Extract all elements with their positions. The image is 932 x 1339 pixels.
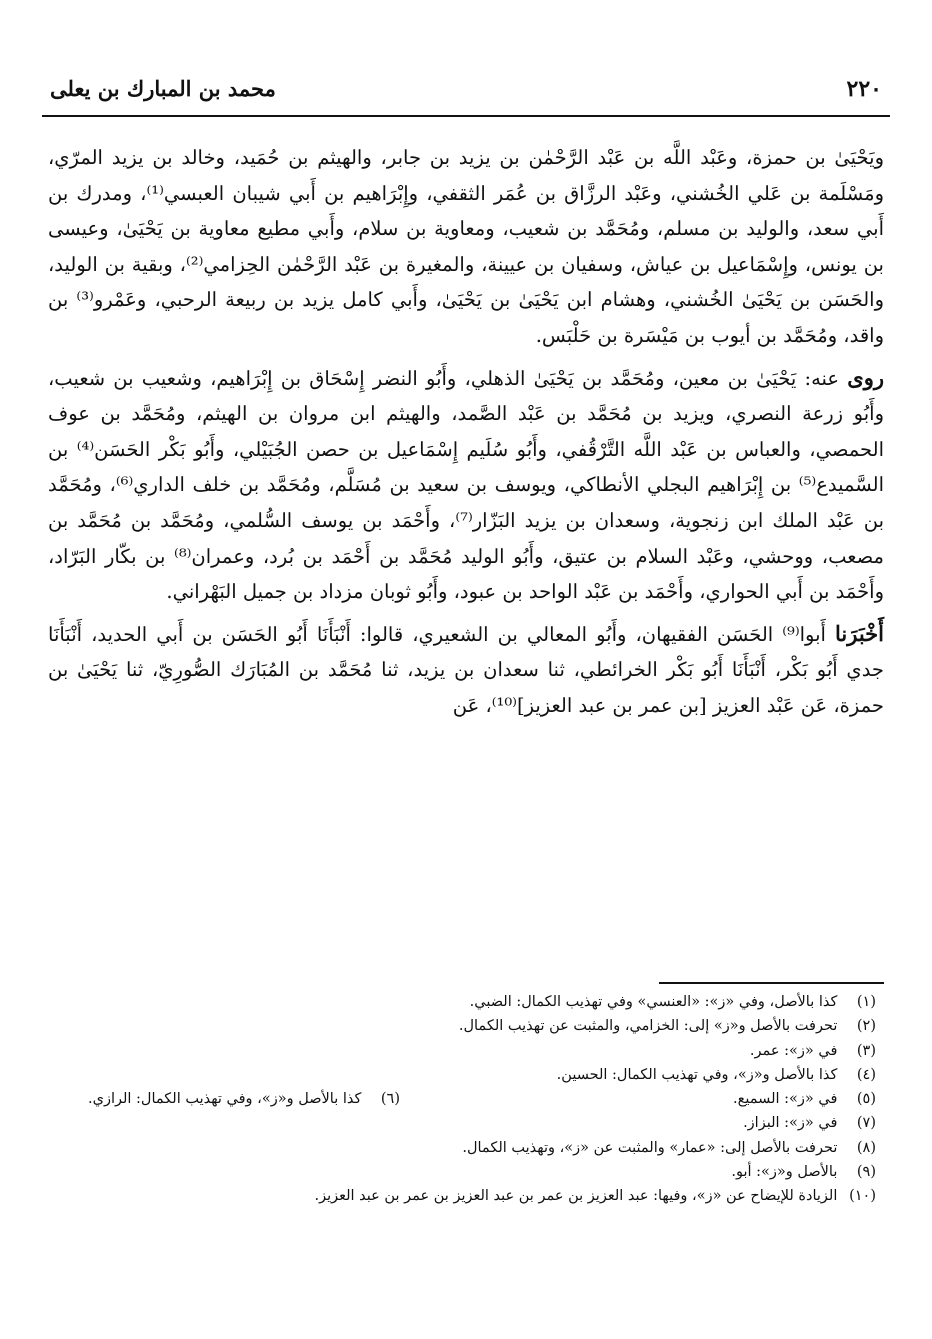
footnote-side [88,1087,400,1111]
footnote-text: الزيادة للإيضاح عن «ز»، وفيها: عبد العزيز بن عمر بن عبد العزيز بن عمر بن عبد العزيز. [314,1188,838,1205]
page-number: ٢٢٠ [846,76,882,102]
footnote-text: في «ز»: السميع. [733,1091,838,1108]
header-rule [42,115,890,117]
footnote [48,1136,876,1160]
footnotes [48,990,876,1209]
footnote [48,1063,876,1087]
paragraph-narrators [48,360,884,610]
footnote [48,990,876,1014]
footnote [48,1014,876,1038]
paragraph-isnad [48,616,884,724]
footnote-text: كذا بالأصل و«ز»، وفي تهذيب الكمال: الرازي. [88,1091,362,1108]
footnote-number: (٨) [856,1139,876,1156]
footnote-text: كذا بالأصل و«ز»، وفي تهذيب الكمال: الحسين. [556,1066,838,1083]
footnote-number: (٣) [856,1042,876,1059]
footnote-text: بالأصل و«ز»: أبو. [731,1164,838,1181]
footnote-text: في «ز»: البزاز. [743,1115,838,1132]
footnote-number: (٦) [380,1091,400,1108]
page-header [40,70,892,110]
footnote [48,1184,876,1208]
keyword-akhbarana: أَخْبَرَنا [835,620,884,646]
footnote-text: في «ز»: عمر. [749,1042,838,1059]
main-text [48,140,884,730]
running-title: محمد بن المبارك بن يعلى [50,76,276,101]
footnote-text: تحرفت بالأصل و«ز» إلى: الخزامي، والمثبت عن تهذيب الكمال. [458,1018,838,1035]
footnote-text: كذا بالأصل، وفي «ز»: «العنسي» وفي تهذيب الكمال: الضبي. [469,994,838,1010]
footnote [48,1111,876,1135]
footnote-number: (١) [856,994,876,1010]
paragraph-isnad-text: أَبوا⁽⁹⁾ الحَسَن الفقيهان، وأَبُو المعالي بن الشعيري، قالوا: أَنْبَأَنَا أَبُو الحَسَن بن أَبي الحديد، أَنْبَأَنَا جدي أَبُو بَكْر، أَنْبَأَنَا أَبُو بَكْر الخرائطي، ثنا سعدان بن يزيد، ثنا مُحَمَّد بن المُبَارَك الصُّورِيّ، ثنا يَحْيَىٰ بن حمزة، عَن عَبْد العزيز [بن عمر بن عبد العزيز]⁽¹⁰⁾، عَن [48,622,884,717]
footnote [48,1087,876,1111]
keyword-rawa: روى [847,364,884,390]
footnote [48,1039,876,1063]
paragraph-teachers: ويَحْيَىٰ بن حمزة، وعَبْد اللَّه بن عَبْد الرَّحْمٰن بن يزيد بن جابر، والهيثم بن حُمَيد، وخالد بن يزيد المرّي، ومَسْلَمة بن عَلي الخُشني، وعَبْد الرزَّاق بن عُمَر الثقفي، وإِبْرَاهيم بن أَبي شيبان العبسي⁽¹⁾، ومدرك بن أَبي سعد، والوليد بن مسلم، ومُحَمَّد بن شعيب، ومعاوية بن سلام، وأَبي مطيع معاوية بن يَحْيَىٰ، وعيسى بن يونس، وإِسْمَاعيل بن عياش، وسفيان بن عيينة، والمغيرة بن عَبْد الرَّحْمٰن الحِزامي⁽²⁾، وبقية بن الوليد، والحَسَن بن يَحْيَىٰ الخُشني، وهشام ابن يَحْيَىٰ بن يَحْيَىٰ، وأَبي كامل يزيد بن ربيعة الرحبي، وعَمْرو⁽³⁾ بن واقد، ومُحَمَّد بن أيوب بن مَيْسَرة بن حَلْبَس. [48,146,884,347]
paragraph-narrators-text: عنه: يَحْيَىٰ بن معين، ومُحَمَّد بن يَحْيَىٰ الذهلي، وأَبُو النضر إِسْحَاق بن إِبْرَاهيم، وشعيب بن شعيب، وأَبُو زرعة النصري، ويزيد بن مُحَمَّد بن عَبْد الصَّمد، والهيثم ابن مروان بن الهيثم، ومُحَمَّد بن عوف الحمصي، والعباس بن عَبْد اللَّه التَّرْقُفي، وأَبُو سُلَيم إِسْمَاعيل بن حصن الجُبَيْلي، وأَبُو بَكْر الحَسَن⁽⁴⁾ بن السَّميدع⁽⁵⁾ بن إِبْرَاهيم البجلي الأنطاكي، ويوسف بن سعيد بن مُسَلَّم، ومُحَمَّد بن خلف الداري⁽⁶⁾، ومُحَمَّد بن عَبْد الملك ابن زنجوية، وسعدان بن يزيد البَزّار⁽⁷⁾، وأَحْمَد بن يوسف السُّلمي، ومُحَمَّد بن مُحَمَّد بن مصعب، ووحشي، وعَبْد السلام بن عتيق، وأَبُو الوليد مُحَمَّد بن أَحْمَد بن بُرد، وعمران⁽⁸⁾ بن بكّار البَرّاد، وأَحْمَد بن أَبي الحواري، وأَحْمَد بن عَبْد الواحد بن عبود، وأَبُو ثوبان مزداد بن جميل البَهْراني. [48,366,884,604]
footnote-number: (٩) [856,1164,876,1181]
footnote-number: (٤) [856,1066,876,1083]
footnote-text: تحرفت بالأصل إلى: «عمار» والمثبت عن «ز»، وتهذيب الكمال. [462,1139,838,1156]
footnote-number: (٧) [856,1115,876,1132]
footnote-number: (٢) [856,1018,876,1035]
footnote-number: (٥) [856,1091,876,1108]
footnote-rule [659,982,884,984]
footnote-number: (١٠) [849,1188,876,1205]
footnote [48,1160,876,1184]
